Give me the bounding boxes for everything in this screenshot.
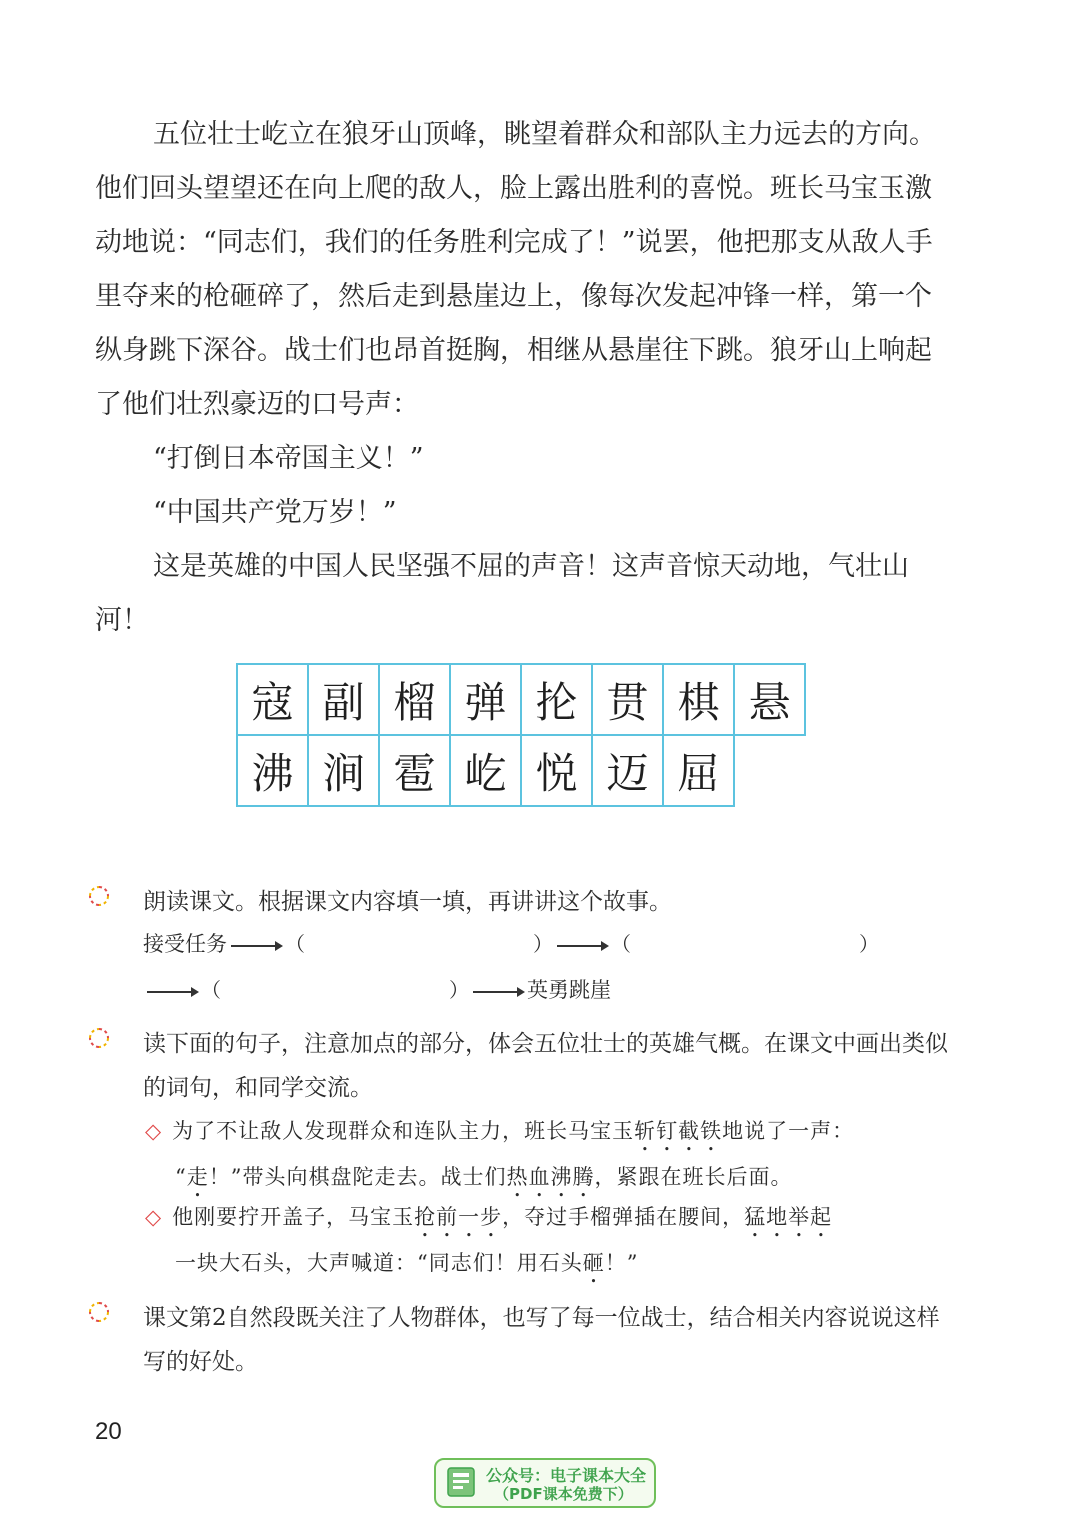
sentence-text: ，紧跟在班长后面。 <box>594 1165 793 1189</box>
example-sentence-2 <box>145 1196 945 1288</box>
exercise-3 <box>88 1296 958 1384</box>
slogan-2: “中国共产党万岁！” <box>153 497 397 528</box>
emphasis-text: 热血沸腾 <box>506 1165 595 1189</box>
char-cell: 副 <box>308 664 379 735</box>
paragraph: 五位壮士屹立在狼牙山顶峰，眺望着群众和部队主力远去的方向。他们回头望望还在向上爬的敌人，脸上露出胜利的喜悦。班长马宝玉激动地说：“同志们，我们的任务胜利完成了！”说罢，他把那支从敌人手里夺来的枪砸碎了，然后走到悬崖边上，像每次发起冲锋一样，第一个纵身跳下深谷。战士们也昂首挺胸，相继从悬崖往下跳。狼牙山上响起了他们壮烈豪迈的口号声： <box>95 119 936 420</box>
char-cell: 涧 <box>308 735 379 806</box>
char-cell: 贯 <box>592 664 663 735</box>
char-cell: 寇 <box>237 664 308 735</box>
exercise-2 <box>88 1022 958 1110</box>
emphasis-text: 抢前一步 <box>414 1205 503 1229</box>
arrow-icon <box>557 945 607 947</box>
exercise-2-text: 读下面的句子，注意加点的部分，体会五位壮士的英雄气概。在课文中画出类似的词句，和同学交流。 <box>143 1031 948 1101</box>
new-characters-grid <box>236 663 806 807</box>
blank-open: （ <box>611 932 631 956</box>
emphasis-text: 斩钉截铁 <box>634 1119 723 1143</box>
blank-open: （ <box>201 978 221 1002</box>
arrow-icon <box>231 945 281 947</box>
char-cell: 雹 <box>379 735 450 806</box>
sentence-text: ，夺过手榴弹插在腰间， <box>502 1205 745 1229</box>
exercise-1-text: 朗读课文。根据课文内容填一填，再讲讲这个故事。 <box>143 889 672 915</box>
paragraph: 这是英雄的中国人民坚强不屈的声音！这声音惊天动地，气壮山河！ <box>95 551 909 636</box>
page-number: 20 <box>95 1418 122 1445</box>
arrow-icon <box>147 991 197 993</box>
watermark-badge <box>434 1458 656 1508</box>
char-cell: 屈 <box>663 735 734 806</box>
badge-line-2: （PDF课本免费下） <box>494 1485 633 1503</box>
sentence-text: ！” <box>604 1251 639 1275</box>
emphasis-text: 砸 <box>582 1251 605 1275</box>
sentence-text: 他刚要拧开盖子，马宝玉 <box>172 1205 415 1229</box>
char-cell: 屹 <box>450 735 521 806</box>
char-cell: 迈 <box>592 735 663 806</box>
char-cell: 悬 <box>734 664 805 735</box>
char-cell: 弹 <box>450 664 521 735</box>
sentence-text: ！”带头向棋盘陀走去。战士们 <box>208 1165 507 1189</box>
example-sentence-1 <box>145 1110 945 1202</box>
exercise-3-text: 课文第2自然段既关注了人物群体，也写了每一位战士，结合相关内容说说这样写的好处。 <box>143 1305 940 1375</box>
diamond-icon: ◇ <box>145 1119 163 1143</box>
emphasis-text: 猛地举起 <box>744 1205 833 1229</box>
diamond-icon: ◇ <box>145 1205 163 1229</box>
sentence-text: 为了不让敌人发现群众和连队主力，班长马宝玉 <box>172 1119 635 1143</box>
blank-open: （ <box>285 932 305 956</box>
exercise-marker-icon <box>88 885 110 907</box>
char-cell: 榴 <box>379 664 450 735</box>
char-cell: 沸 <box>237 735 308 806</box>
empty-cell <box>734 735 805 806</box>
blank-close: ） <box>859 932 879 956</box>
sentence-text: 一块大石头，大声喊道：“同志们！用石头 <box>175 1251 583 1275</box>
char-cell: 悦 <box>521 735 592 806</box>
exercise-1 <box>88 880 958 924</box>
flow-row-2 <box>143 974 611 1004</box>
arrow-icon <box>473 991 523 993</box>
flow-row-1 <box>143 928 879 958</box>
sentence-text: 地说了一声： <box>722 1119 855 1143</box>
blank-close: ） <box>449 978 469 1002</box>
char-cell: 棋 <box>663 664 734 735</box>
char-cell: 抡 <box>521 664 592 735</box>
emphasis-text: 走 <box>186 1165 209 1189</box>
book-icon <box>446 1466 476 1500</box>
story-text <box>95 108 950 648</box>
badge-line-1: 公众号：电子课本大全 <box>486 1466 647 1485</box>
slogan-1: “打倒日本帝国主义！” <box>153 443 424 474</box>
flow-end: 英勇跳崖 <box>527 978 611 1002</box>
flow-start: 接受任务 <box>143 932 227 956</box>
exercise-marker-icon <box>88 1301 110 1323</box>
sentence-text: “ <box>175 1165 187 1189</box>
exercise-marker-icon <box>88 1027 110 1049</box>
blank-close: ） <box>533 932 553 956</box>
